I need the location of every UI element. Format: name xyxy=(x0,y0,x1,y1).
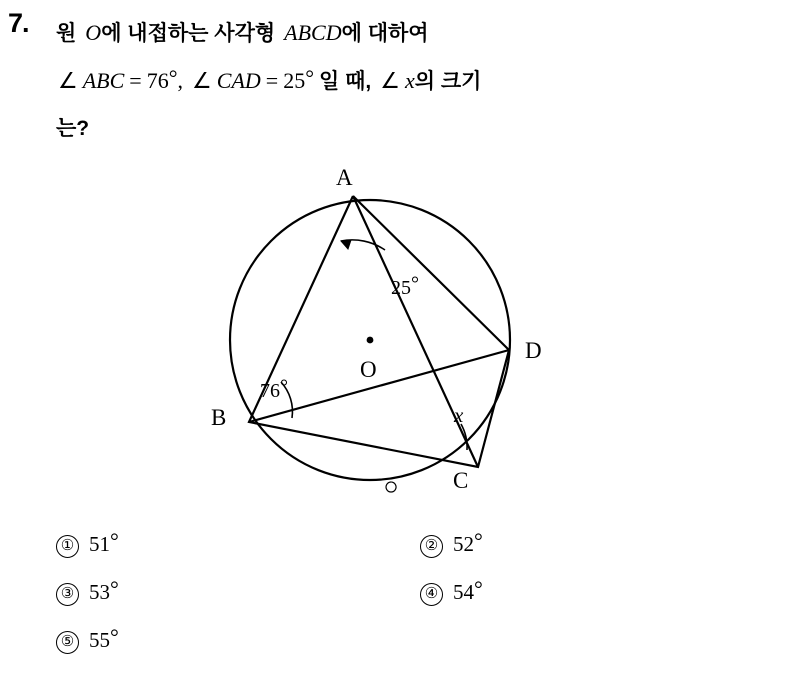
angle-arrow-25 xyxy=(341,240,351,249)
question-text-size: 의 크기 xyxy=(414,70,482,93)
question-text-tail: 는? xyxy=(56,117,90,140)
quadrilateral-label-ABCD: ABCD xyxy=(284,20,342,45)
choice-marker-2: ② xyxy=(420,535,443,558)
angle-76-value: 76 xyxy=(260,380,280,402)
question-text-about: 에 대하여 xyxy=(341,22,429,45)
angle-name-abc: ABC xyxy=(82,68,125,93)
angle-name-x: x xyxy=(404,68,415,93)
question-text-inscribed: 에 내접하는 사각형 xyxy=(101,22,276,45)
choice-value-5: 55 xyxy=(89,628,110,652)
question-line-1 xyxy=(56,17,429,47)
angle-25-value: 25 xyxy=(391,277,411,299)
angle-name-cad: CAD xyxy=(216,68,261,93)
angle-symbol-3: ∠ xyxy=(380,68,400,93)
choice-marker-1: ① xyxy=(56,535,79,558)
question-number: 7. xyxy=(8,8,29,38)
vertex-label-C: C xyxy=(453,468,469,493)
question-line-2 xyxy=(58,65,481,95)
center-label-O: O xyxy=(360,357,377,382)
angle-76-degree: ° xyxy=(280,376,288,398)
comma-1: , xyxy=(177,68,184,93)
choice-marker-5: ⑤ xyxy=(56,631,79,654)
angle-symbol-1: ∠ xyxy=(58,68,78,93)
choice-option-4[interactable] xyxy=(420,576,483,606)
choice-value-2: 52 xyxy=(453,532,474,556)
angle-label-76 xyxy=(260,376,288,403)
angle-cad-value: 25 xyxy=(283,68,306,93)
circle-label-O: O xyxy=(85,20,102,45)
diagonal-BD xyxy=(249,350,509,422)
choice-value-3: 53 xyxy=(89,580,110,604)
choice-degree-2: ° xyxy=(474,528,483,553)
choice-degree-1: ° xyxy=(110,528,119,553)
angle-25-degree: ° xyxy=(411,273,419,295)
choice-option-3[interactable] xyxy=(56,576,119,606)
quadrilateral-ABCD-outline xyxy=(249,196,509,467)
choice-option-2[interactable] xyxy=(420,528,483,558)
angle-label-x: x xyxy=(454,403,464,427)
choice-marker-3: ③ xyxy=(56,583,79,606)
choice-marker-4: ④ xyxy=(420,583,443,606)
question-text-when: 일 때, xyxy=(319,70,372,93)
choice-value-4: 54 xyxy=(453,580,474,604)
vertex-label-D: D xyxy=(525,338,542,363)
question-text-won: 원 xyxy=(56,22,77,45)
center-point-dot xyxy=(367,337,374,344)
degree-sign-1: ° xyxy=(168,65,178,90)
angle-symbol-2: ∠ xyxy=(192,68,212,93)
choice-degree-5: ° xyxy=(110,624,119,649)
choice-value-1: 51 xyxy=(89,532,110,556)
angle-label-25 xyxy=(391,273,419,300)
vertex-label-B: B xyxy=(211,405,227,430)
question-line-3 xyxy=(56,112,89,142)
equals-2: = xyxy=(265,68,279,93)
geometry-figure xyxy=(195,160,595,520)
choice-degree-4: ° xyxy=(474,576,483,601)
equals-1: = xyxy=(129,68,142,93)
degree-sign-2: ° xyxy=(305,65,314,90)
angle-abc-value: 76 xyxy=(146,68,169,93)
bottom-arc-tick xyxy=(386,482,396,492)
choice-option-1[interactable] xyxy=(56,528,119,558)
vertex-label-A: A xyxy=(336,165,353,190)
choice-option-5[interactable] xyxy=(56,624,119,654)
choice-degree-3: ° xyxy=(110,576,119,601)
